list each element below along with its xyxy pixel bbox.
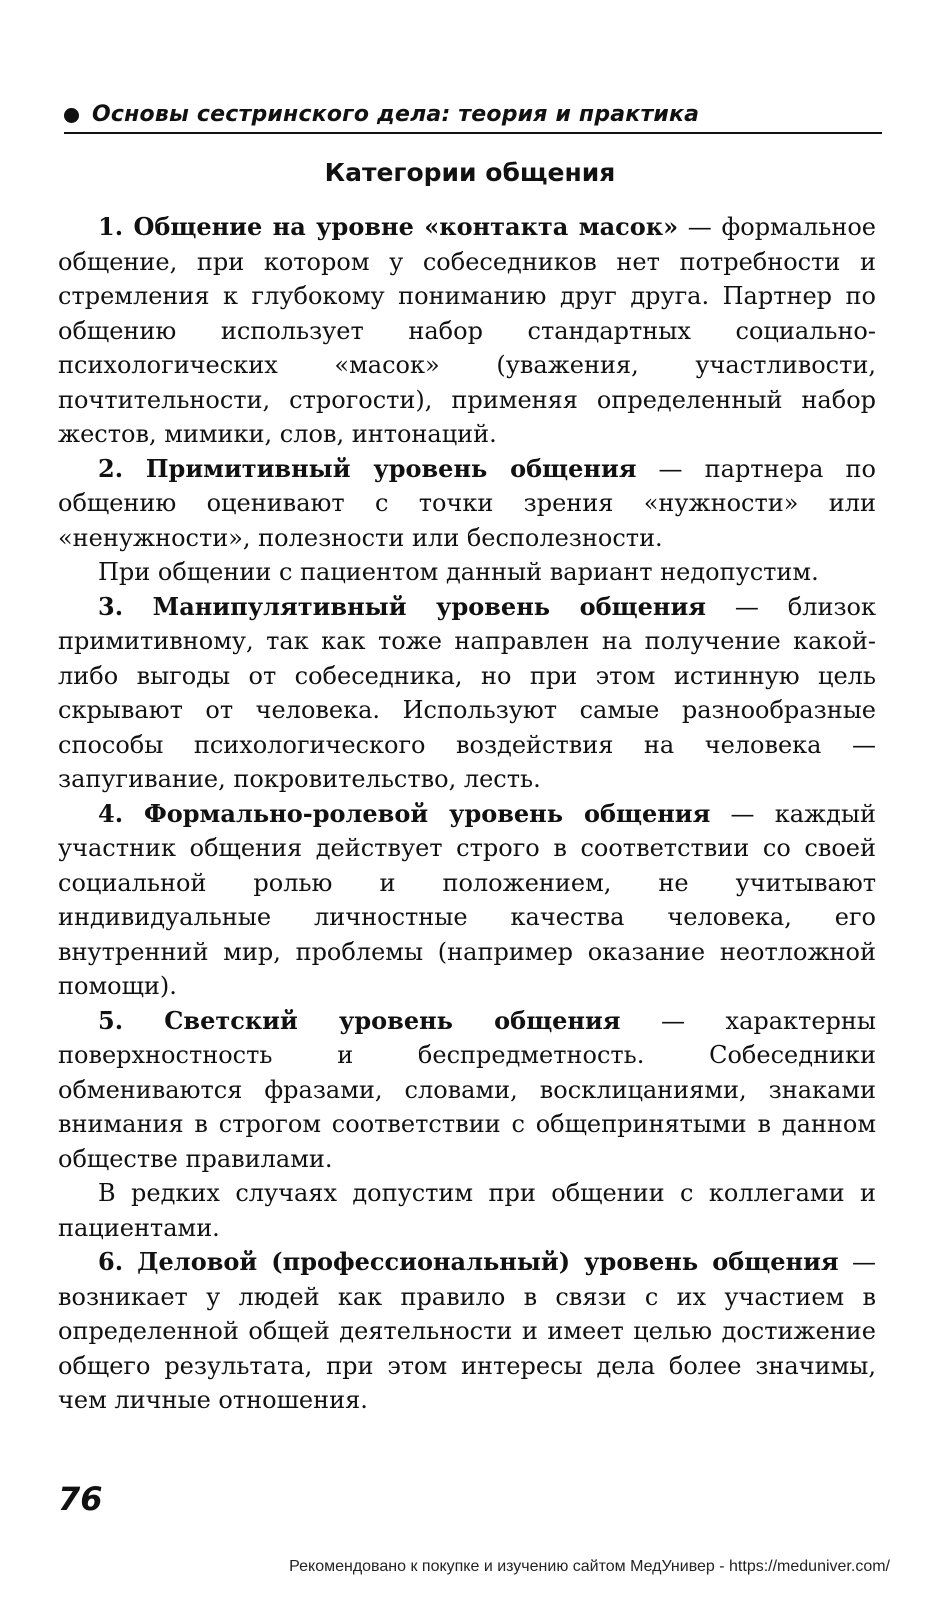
paragraph: [58, 555, 876, 590]
paragraph: [58, 1176, 876, 1245]
paragraph: [58, 797, 876, 1004]
term: 2. Примитивный уровень общения: [98, 453, 637, 483]
body-text: [58, 210, 876, 1418]
term: 1. Общение на уровне «контакта масок»: [98, 212, 679, 241]
definition: — возникает у людей как правило в связи с их участием в определенной общей деятельности и имеет целью достижение общего результата, при этом интересы дела более значимы, чем личные отношения.: [58, 1248, 876, 1414]
definition: — каждый участник общения действует строго в соответствии со своей социальной ролью и положением, не учитывают индивидуальные личностные качества человека, его внутренний мир, проблемы (например оказание неотложной помощи).: [58, 799, 876, 1000]
paragraph: [58, 1004, 876, 1177]
section-title: Категории общения: [324, 158, 616, 187]
paragraph: [58, 1245, 876, 1418]
paragraph: [58, 452, 876, 556]
definition: При общении с пациентом данный вариант недопустим.: [98, 558, 819, 586]
bullet-icon: [64, 108, 79, 123]
term: 5. Светский уровень общения: [98, 1005, 621, 1035]
page-number: 76: [58, 1480, 103, 1518]
definition: — характерны поверхностность и беспредметность. Собеседники обмениваются фразами, словами, восклицаниями, знаками внимания в строгом соответствии с общепринятыми в данном обществе правилами.: [58, 1006, 877, 1173]
running-header-title: Основы сестринского дела: теория и практика: [92, 101, 700, 127]
definition: — близок примитивному, так как тоже направлен на получение какой-либо выгоды от собеседника, но при этом истинную цель скрывают от человека. Используют самые разнообразные способы психологического воздействия на человека — запугивание, покровительство, лесть.: [58, 592, 876, 793]
paragraph: [58, 210, 876, 452]
footer-note: Рекомендовано к покупке и изучению сайтом МедУнивер - https://meduniver.com/: [289, 1558, 890, 1575]
definition: В редких случаях допустим при общении с коллегами и пациентами.: [58, 1179, 876, 1242]
running-header: [64, 92, 882, 134]
term: 4. Формально-ролевой уровень общения: [98, 798, 711, 828]
definition: — партнера по общению оценивают с точки зрения «нужности» или «ненужности», полезности или бесполезности.: [58, 454, 876, 552]
paragraph: [58, 590, 876, 797]
definition: — формальное общение, при котором у собеседников нет потребности и стремления к глубокому пониманию друг друга. Партнер по общению использует набор стандартных социально-психологических «масок» (уважения, участливости, почтительности, строгости), применяя определенный набор жестов, мимики, слов, интонаций.: [58, 213, 876, 448]
term: 6. Деловой (профессиональный) уровень общения: [98, 1247, 839, 1276]
term: 3. Манипулятивный уровень общения: [98, 591, 707, 621]
